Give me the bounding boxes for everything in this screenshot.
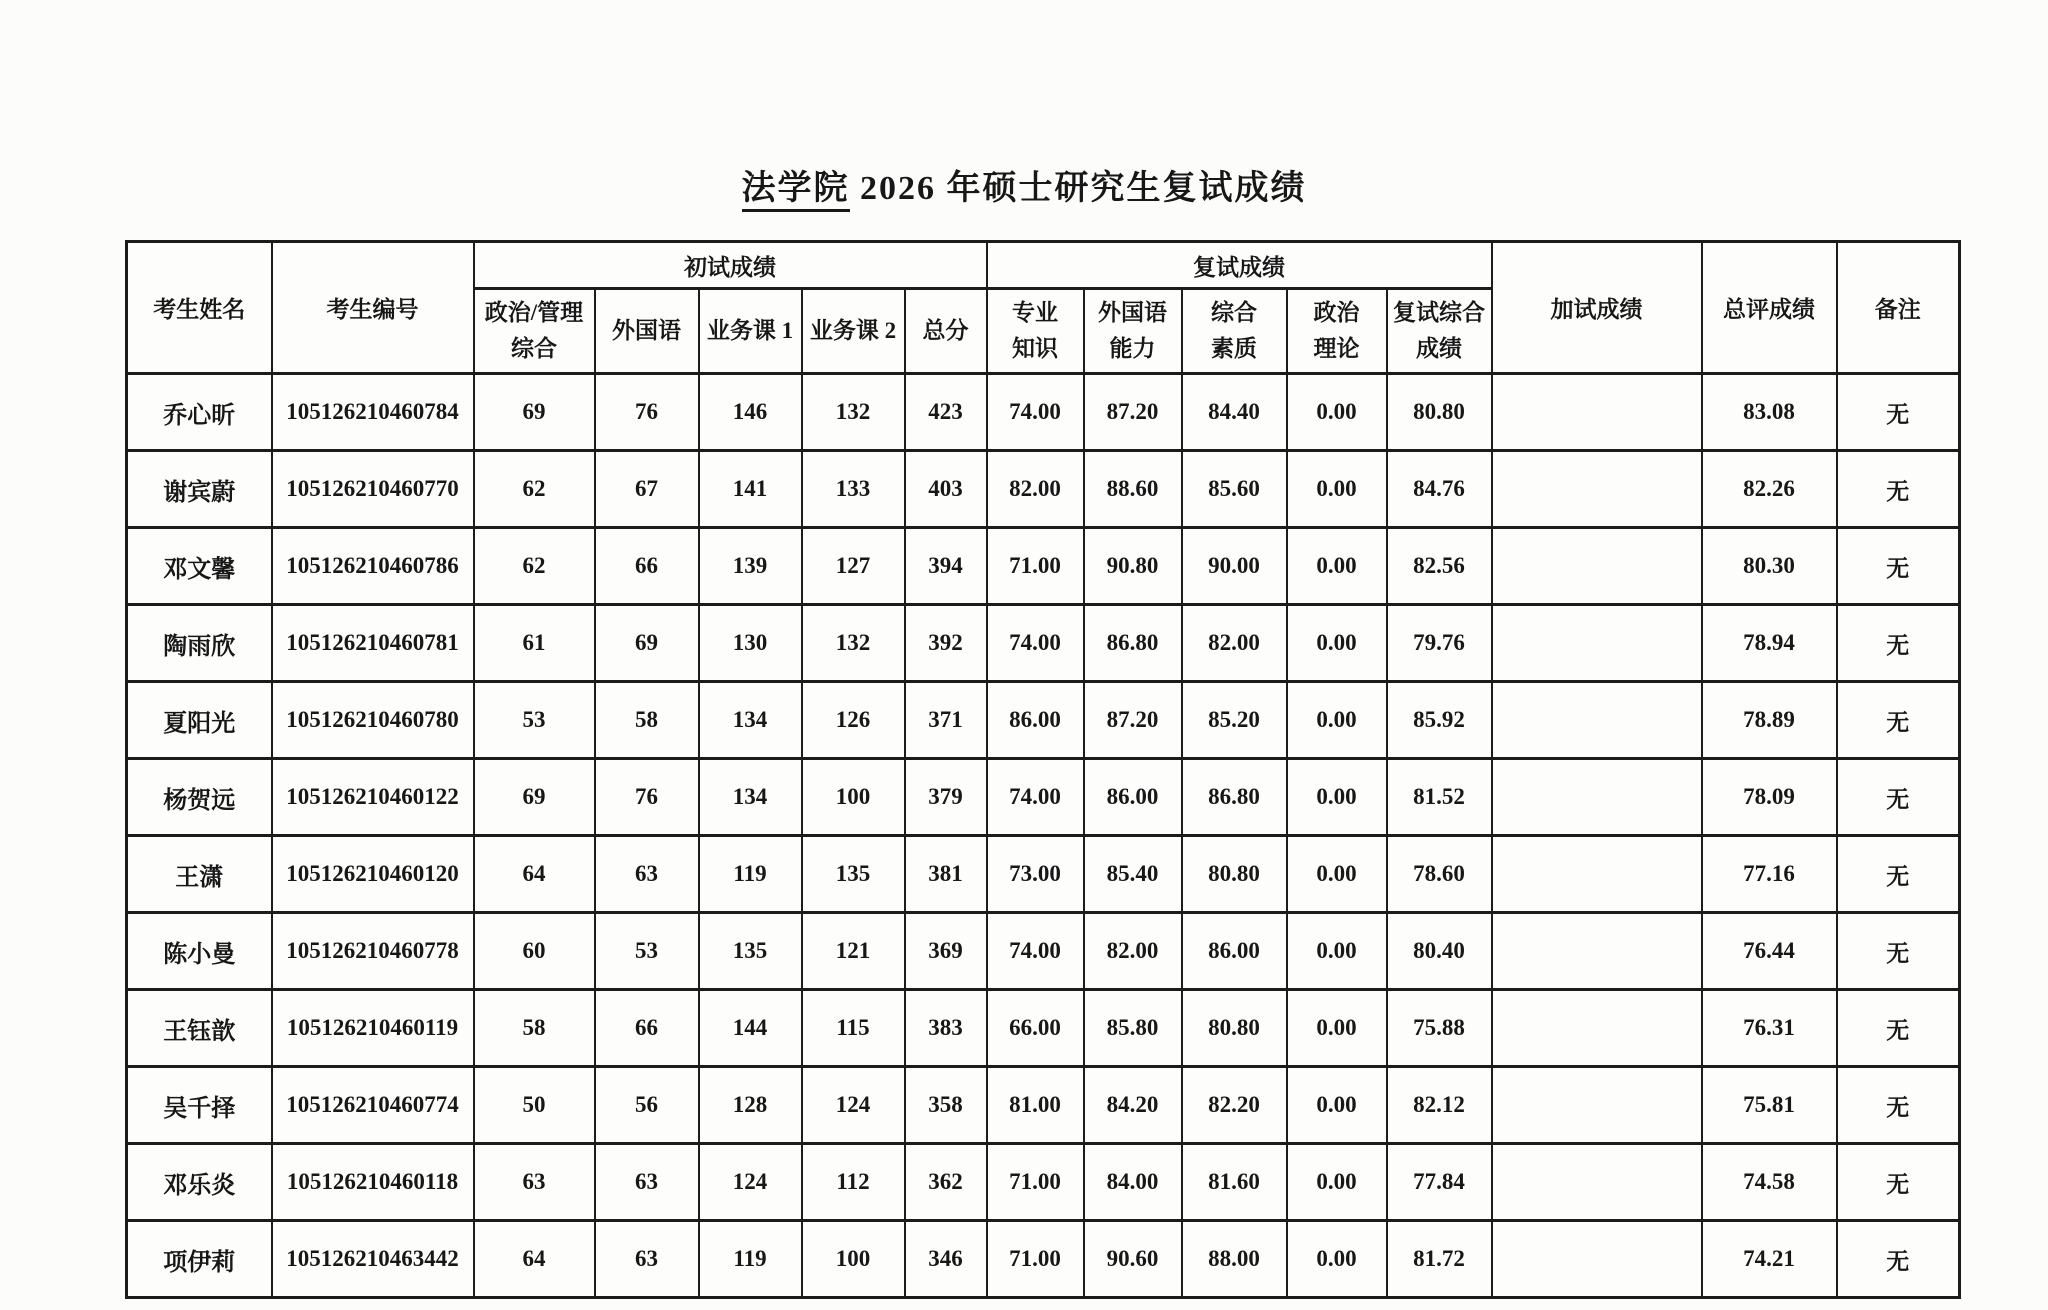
score-table-body: [127, 374, 1960, 1298]
header-foreign-language: [595, 289, 699, 374]
score-course-1: 128: [699, 1067, 802, 1144]
header-initial-total: [905, 289, 987, 374]
candidate-id: 105126210460781: [272, 605, 474, 682]
header-line: 政治/管理: [484, 300, 584, 326]
score-politics-management: 61: [474, 605, 595, 682]
score-initial-total: 369: [905, 913, 987, 990]
score-course-2: 135: [802, 836, 905, 913]
score-professional-knowledge: 71.00: [987, 528, 1084, 605]
score-course-1: 134: [699, 759, 802, 836]
score-overall: 83.08: [1702, 374, 1837, 451]
score-professional-knowledge: 74.00: [987, 605, 1084, 682]
table-row: [127, 990, 1960, 1067]
score-politics-management: 69: [474, 374, 595, 451]
page-title-text: 2026 年硕士研究生复试成绩: [860, 170, 1307, 207]
score-foreign-ability: 86.00: [1084, 759, 1182, 836]
score-initial-total: 346: [905, 1221, 987, 1298]
score-retest-comprehensive: 81.72: [1387, 1221, 1492, 1298]
score-political-theory: 0.00: [1287, 990, 1387, 1067]
header-extra-test: 加试成绩: [1492, 242, 1702, 374]
score-politics-management: 64: [474, 836, 595, 913]
header-line: 业务课 1: [706, 318, 794, 344]
header-remark: 备注: [1837, 242, 1960, 374]
score-overall: 77.16: [1702, 836, 1837, 913]
score-foreign-ability: 84.00: [1084, 1144, 1182, 1221]
score-comprehensive-quality: 86.80: [1182, 759, 1287, 836]
candidate-name: 王钰歆: [127, 990, 272, 1067]
header-comprehensive-quality: [1182, 289, 1287, 374]
header-line: 知识: [1012, 336, 1059, 361]
score-initial-total: 358: [905, 1067, 987, 1144]
header-line: 复试综合: [1393, 300, 1486, 326]
score-foreign-language: 66: [595, 528, 699, 605]
score-initial-total: 392: [905, 605, 987, 682]
score-foreign-ability: 86.80: [1084, 605, 1182, 682]
score-course-1: 139: [699, 528, 802, 605]
candidate-id: 105126210463442: [272, 1221, 474, 1298]
score-comprehensive-quality: 90.00: [1182, 528, 1287, 605]
header-group-row: [127, 242, 1960, 289]
score-professional-knowledge: 73.00: [987, 836, 1084, 913]
header-candidate-id: 考生编号: [272, 242, 474, 374]
header-overall-score: 总评成绩: [1702, 242, 1837, 374]
score-professional-knowledge: 74.00: [987, 374, 1084, 451]
score-initial-total: 381: [905, 836, 987, 913]
table-row: [127, 451, 1960, 528]
table-row: [127, 913, 1960, 990]
score-retest-comprehensive: 81.52: [1387, 759, 1492, 836]
candidate-id: 105126210460780: [272, 682, 474, 759]
score-comprehensive-quality: 85.60: [1182, 451, 1287, 528]
score-initial-total: 423: [905, 374, 987, 451]
score-politics-management: 50: [474, 1067, 595, 1144]
table-row: [127, 374, 1960, 451]
candidate-id: 105126210460122: [272, 759, 474, 836]
score-initial-total: 403: [905, 451, 987, 528]
score-foreign-ability: 90.80: [1084, 528, 1182, 605]
score-foreign-ability: 88.60: [1084, 451, 1182, 528]
score-extra-test: [1492, 528, 1702, 605]
score-overall: 74.21: [1702, 1221, 1837, 1298]
candidate-name: 陈小曼: [127, 913, 272, 990]
score-initial-total: 394: [905, 528, 987, 605]
header-line: 理论: [1313, 336, 1360, 361]
header-political-theory: [1287, 289, 1387, 374]
candidate-name: 夏阳光: [127, 682, 272, 759]
score-political-theory: 0.00: [1287, 1144, 1387, 1221]
candidate-id: 105126210460778: [272, 913, 474, 990]
score-foreign-ability: 87.20: [1084, 374, 1182, 451]
header-line: 成绩: [1416, 336, 1463, 361]
page-title: [0, 160, 2048, 209]
candidate-id: 105126210460786: [272, 528, 474, 605]
score-political-theory: 0.00: [1287, 682, 1387, 759]
remark: 无: [1837, 990, 1960, 1067]
score-comprehensive-quality: 81.60: [1182, 1144, 1287, 1221]
score-comprehensive-quality: 80.80: [1182, 990, 1287, 1067]
score-politics-management: 64: [474, 1221, 595, 1298]
header-group-retest: 复试成绩: [987, 242, 1492, 289]
remark: 无: [1837, 913, 1960, 990]
score-political-theory: 0.00: [1287, 374, 1387, 451]
score-comprehensive-quality: 85.20: [1182, 682, 1287, 759]
score-foreign-language: 58: [595, 682, 699, 759]
header-line: 综合: [511, 336, 557, 361]
score-course-2: 127: [802, 528, 905, 605]
score-retest-comprehensive: 82.56: [1387, 528, 1492, 605]
header-course-1: [699, 289, 802, 374]
score-overall: 76.44: [1702, 913, 1837, 990]
table-row: [127, 836, 1960, 913]
header-foreign-ability: [1084, 289, 1182, 374]
remark: 无: [1837, 605, 1960, 682]
score-political-theory: 0.00: [1287, 1067, 1387, 1144]
score-political-theory: 0.00: [1287, 605, 1387, 682]
score-professional-knowledge: 71.00: [987, 1144, 1084, 1221]
header-line: 综合: [1211, 300, 1258, 326]
score-politics-management: 53: [474, 682, 595, 759]
remark: 无: [1837, 836, 1960, 913]
score-foreign-language: 66: [595, 990, 699, 1067]
header-course-2: [802, 289, 905, 374]
score-political-theory: 0.00: [1287, 451, 1387, 528]
score-extra-test: [1492, 913, 1702, 990]
candidate-name: 邓文馨: [127, 528, 272, 605]
score-extra-test: [1492, 451, 1702, 528]
score-comprehensive-quality: 80.80: [1182, 836, 1287, 913]
score-retest-comprehensive: 82.12: [1387, 1067, 1492, 1144]
score-foreign-language: 53: [595, 913, 699, 990]
header-line: 能力: [1109, 336, 1156, 361]
header-line: 总分: [922, 318, 969, 344]
header-politics-management: [474, 289, 595, 374]
score-extra-test: [1492, 374, 1702, 451]
table-row: [127, 1221, 1960, 1298]
candidate-name: 乔心昕: [127, 374, 272, 451]
table-row: [127, 759, 1960, 836]
score-course-1: 130: [699, 605, 802, 682]
score-course-1: 119: [699, 1221, 802, 1298]
score-course-1: 146: [699, 374, 802, 451]
score-course-2: 126: [802, 682, 905, 759]
score-politics-management: 62: [474, 451, 595, 528]
score-extra-test: [1492, 1221, 1702, 1298]
score-retest-comprehensive: 80.80: [1387, 374, 1492, 451]
score-course-2: 121: [802, 913, 905, 990]
candidate-name: 杨贺远: [127, 759, 272, 836]
candidate-name: 谢宾蔚: [127, 451, 272, 528]
score-comprehensive-quality: 82.00: [1182, 605, 1287, 682]
score-professional-knowledge: 81.00: [987, 1067, 1084, 1144]
table-row: [127, 605, 1960, 682]
candidate-name: 王潇: [127, 836, 272, 913]
header-retest-comprehensive: [1387, 289, 1492, 374]
score-political-theory: 0.00: [1287, 1221, 1387, 1298]
score-extra-test: [1492, 1144, 1702, 1221]
score-retest-comprehensive: 80.40: [1387, 913, 1492, 990]
score-initial-total: 383: [905, 990, 987, 1067]
score-course-1: 119: [699, 836, 802, 913]
score-retest-comprehensive: 85.92: [1387, 682, 1492, 759]
score-initial-total: 379: [905, 759, 987, 836]
candidate-name: 陶雨欣: [127, 605, 272, 682]
score-politics-management: 63: [474, 1144, 595, 1221]
score-political-theory: 0.00: [1287, 759, 1387, 836]
score-comprehensive-quality: 86.00: [1182, 913, 1287, 990]
score-comprehensive-quality: 82.20: [1182, 1067, 1287, 1144]
score-politics-management: 62: [474, 528, 595, 605]
score-course-2: 133: [802, 451, 905, 528]
score-overall: 74.58: [1702, 1144, 1837, 1221]
score-course-1: 124: [699, 1144, 802, 1221]
remark: 无: [1837, 682, 1960, 759]
score-overall: 78.94: [1702, 605, 1837, 682]
score-foreign-language: 76: [595, 374, 699, 451]
score-course-1: 141: [699, 451, 802, 528]
score-professional-knowledge: 82.00: [987, 451, 1084, 528]
score-foreign-language: 67: [595, 451, 699, 528]
remark: 无: [1837, 759, 1960, 836]
score-professional-knowledge: 71.00: [987, 1221, 1084, 1298]
score-foreign-language: 76: [595, 759, 699, 836]
score-overall: 80.30: [1702, 528, 1837, 605]
score-professional-knowledge: 86.00: [987, 682, 1084, 759]
score-political-theory: 0.00: [1287, 913, 1387, 990]
score-politics-management: 69: [474, 759, 595, 836]
candidate-id: 105126210460120: [272, 836, 474, 913]
header-line: 业务课 2: [809, 318, 897, 344]
header-line: 外国语: [1098, 300, 1168, 326]
score-table: [125, 240, 1961, 1299]
score-initial-total: 362: [905, 1144, 987, 1221]
score-foreign-language: 63: [595, 1144, 699, 1221]
header-line: 素质: [1211, 336, 1258, 361]
header-candidate-name: 考生姓名: [127, 242, 272, 374]
remark: 无: [1837, 374, 1960, 451]
score-extra-test: [1492, 1067, 1702, 1144]
score-foreign-language: 69: [595, 605, 699, 682]
header-line: 政治: [1313, 300, 1360, 326]
table-row: [127, 1067, 1960, 1144]
score-foreign-language: 63: [595, 836, 699, 913]
score-extra-test: [1492, 836, 1702, 913]
score-extra-test: [1492, 605, 1702, 682]
score-retest-comprehensive: 78.60: [1387, 836, 1492, 913]
table-row: [127, 1144, 1960, 1221]
header-professional-knowledge: [987, 289, 1084, 374]
score-professional-knowledge: 74.00: [987, 759, 1084, 836]
candidate-name: 邓乐炎: [127, 1144, 272, 1221]
score-overall: 76.31: [1702, 990, 1837, 1067]
candidate-name: 吴千择: [127, 1067, 272, 1144]
score-foreign-ability: 85.40: [1084, 836, 1182, 913]
candidate-id: 105126210460774: [272, 1067, 474, 1144]
score-foreign-ability: 82.00: [1084, 913, 1182, 990]
score-overall: 78.09: [1702, 759, 1837, 836]
score-foreign-ability: 90.60: [1084, 1221, 1182, 1298]
score-foreign-ability: 85.80: [1084, 990, 1182, 1067]
score-politics-management: 60: [474, 913, 595, 990]
candidate-id: 105126210460770: [272, 451, 474, 528]
score-retest-comprehensive: 75.88: [1387, 990, 1492, 1067]
score-politics-management: 58: [474, 990, 595, 1067]
score-foreign-language: 56: [595, 1067, 699, 1144]
score-extra-test: [1492, 990, 1702, 1067]
remark: 无: [1837, 528, 1960, 605]
score-extra-test: [1492, 759, 1702, 836]
score-comprehensive-quality: 84.40: [1182, 374, 1287, 451]
score-course-2: 124: [802, 1067, 905, 1144]
candidate-name: 项伊莉: [127, 1221, 272, 1298]
remark: 无: [1837, 1144, 1960, 1221]
score-course-1: 144: [699, 990, 802, 1067]
score-retest-comprehensive: 84.76: [1387, 451, 1492, 528]
score-course-2: 132: [802, 605, 905, 682]
score-foreign-language: 63: [595, 1221, 699, 1298]
score-course-2: 112: [802, 1144, 905, 1221]
header-line: 外国语: [612, 318, 681, 344]
remark: 无: [1837, 1221, 1960, 1298]
page-title-school: 法学院: [742, 170, 850, 212]
candidate-id: 105126210460119: [272, 990, 474, 1067]
header-line: 专业: [1012, 300, 1059, 326]
score-extra-test: [1492, 682, 1702, 759]
score-comprehensive-quality: 88.00: [1182, 1221, 1287, 1298]
score-course-1: 135: [699, 913, 802, 990]
score-overall: 82.26: [1702, 451, 1837, 528]
score-retest-comprehensive: 77.84: [1387, 1144, 1492, 1221]
score-political-theory: 0.00: [1287, 528, 1387, 605]
table-row: [127, 682, 1960, 759]
remark: 无: [1837, 1067, 1960, 1144]
score-initial-total: 371: [905, 682, 987, 759]
score-retest-comprehensive: 79.76: [1387, 605, 1492, 682]
score-foreign-ability: 84.20: [1084, 1067, 1182, 1144]
candidate-id: 105126210460118: [272, 1144, 474, 1221]
score-course-2: 115: [802, 990, 905, 1067]
score-overall: 75.81: [1702, 1067, 1837, 1144]
score-course-2: 100: [802, 1221, 905, 1298]
score-table-header: [127, 242, 1960, 374]
score-course-1: 134: [699, 682, 802, 759]
remark: 无: [1837, 451, 1960, 528]
table-row: [127, 528, 1960, 605]
candidate-id: 105126210460784: [272, 374, 474, 451]
score-foreign-ability: 87.20: [1084, 682, 1182, 759]
score-overall: 78.89: [1702, 682, 1837, 759]
score-course-2: 132: [802, 374, 905, 451]
header-group-initial-exam: 初试成绩: [474, 242, 987, 289]
score-political-theory: 0.00: [1287, 836, 1387, 913]
score-professional-knowledge: 74.00: [987, 913, 1084, 990]
score-professional-knowledge: 66.00: [987, 990, 1084, 1067]
score-course-2: 100: [802, 759, 905, 836]
